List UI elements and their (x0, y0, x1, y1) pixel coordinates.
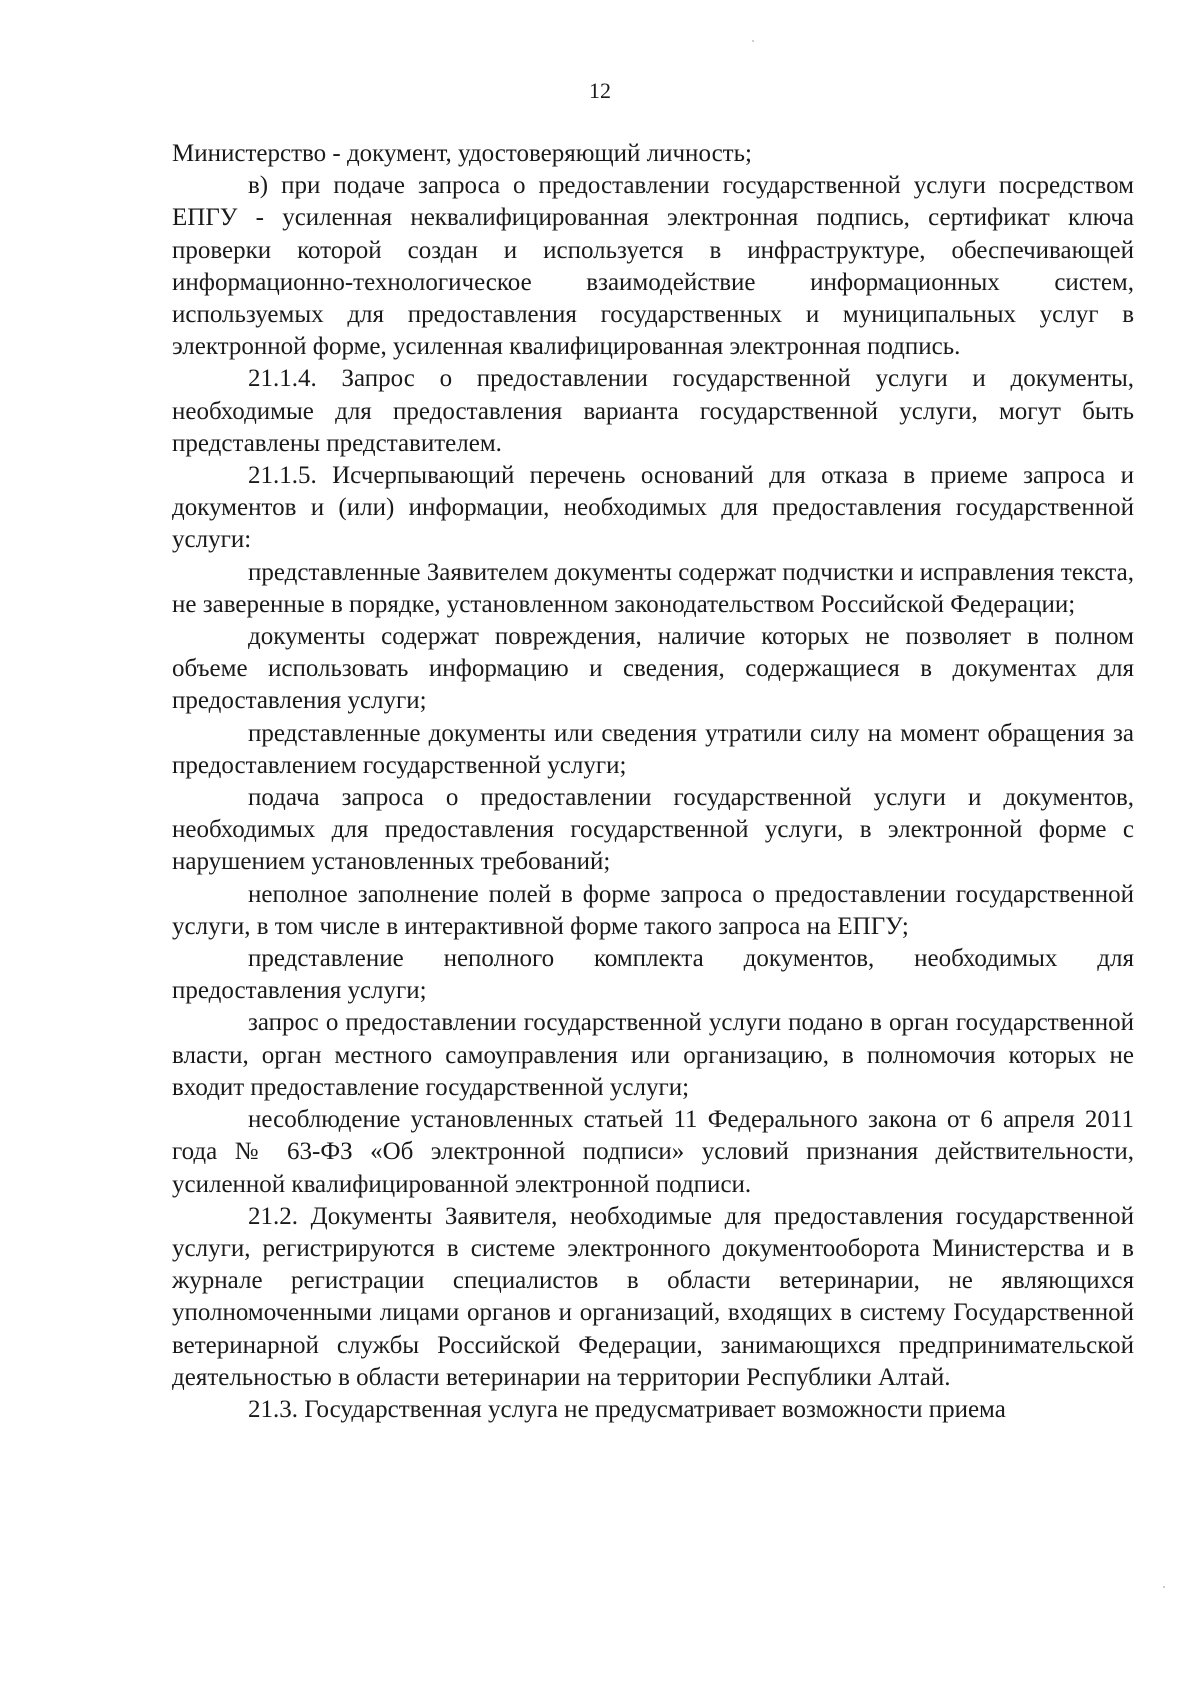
paragraph: подача запроса о предоставлении государственной услуги и документов, необходимых для предоставления государственной услуги, в электронной форме с нарушением установленных требований; (172, 784, 1134, 876)
paragraph: 21.3. Государственная услуга не предусматривает возможности приема (248, 1395, 1006, 1423)
paragraph: представленные документы или сведения утратили силу на момент обращения за предоставлением государственной услуги; (172, 719, 1134, 779)
paragraph: в) при подаче запроса о предоставлении государственной услуги посредством ЕПГУ - усиленная неквалифицированная электронная подпись, сертификат ключа проверки которой создан и используется в инфраструктуре, обеспечивающей информационно-технологическое взаимодействие информационных систем, используемых для предоставления государственных и муниципальных услуг в электронной форме, усиленная квалифицированная электронная подпись. (172, 172, 1134, 361)
paragraph: 21.1.5. Исчерпывающий перечень оснований для отказа в приеме запроса и документов и (или) информации, необходимых для предоставления государственной услуги: (172, 462, 1134, 554)
paragraph: представление неполного комплекта документов, необходимых для предоставления услуги; (172, 945, 1134, 1005)
paragraph: представленные Заявителем документы содержат подчистки и исправления текста, не заверенные в порядке, установленном законодательством Российской Федерации; (172, 558, 1134, 618)
paragraph: Министерство - документ, удостоверяющий личность; (172, 140, 752, 167)
scan-speck (1163, 1586, 1165, 1588)
scan-speck (752, 40, 754, 42)
paragraph: неполное заполнение полей в форме запроса о предоставлении государственной услуги, в том числе в интерактивной форме такого запроса на ЕПГУ; (172, 880, 1134, 940)
document-body (172, 138, 1134, 1426)
paragraph: 21.2. Документы Заявителя, необходимые для предоставления государственной услуги, регистрируются в системе электронного документооборота Министерства и в журнале регистрации специалистов в области ветеринарии, не являющихся уполномоченными лицами органов и организаций, входящих в систему Государственной ветеринарной службы Российской Федерации, занимающихся предпринимательской деятельностью в области ветеринарии на территории Республики Алтай. (172, 1202, 1134, 1391)
paragraph: 21.1.4. Запрос о предоставлении государственной услуги и документы, необходимые для предоставления варианта государственной услуги, могут быть представлены представителем. (172, 365, 1134, 457)
paragraph: запрос о предоставлении государственной услуги подано в орган государственной власти, орган местного самоуправления или организацию, в полномочия которых не входит предоставление государственной услуги; (172, 1009, 1134, 1101)
page-number: 12 (589, 78, 611, 103)
paragraph: документы содержат повреждения, наличие которых не позволяет в полном объеме использовать информацию и сведения, содержащиеся в документах для предоставления услуги; (172, 623, 1134, 715)
paragraph: несоблюдение установленных статьей 11 Федерального закона от 6 апреля 2011 года № 63-ФЗ «Об электронной подписи» условий признания действительности, усиленной квалифицированной электронной подписи. (172, 1106, 1134, 1198)
